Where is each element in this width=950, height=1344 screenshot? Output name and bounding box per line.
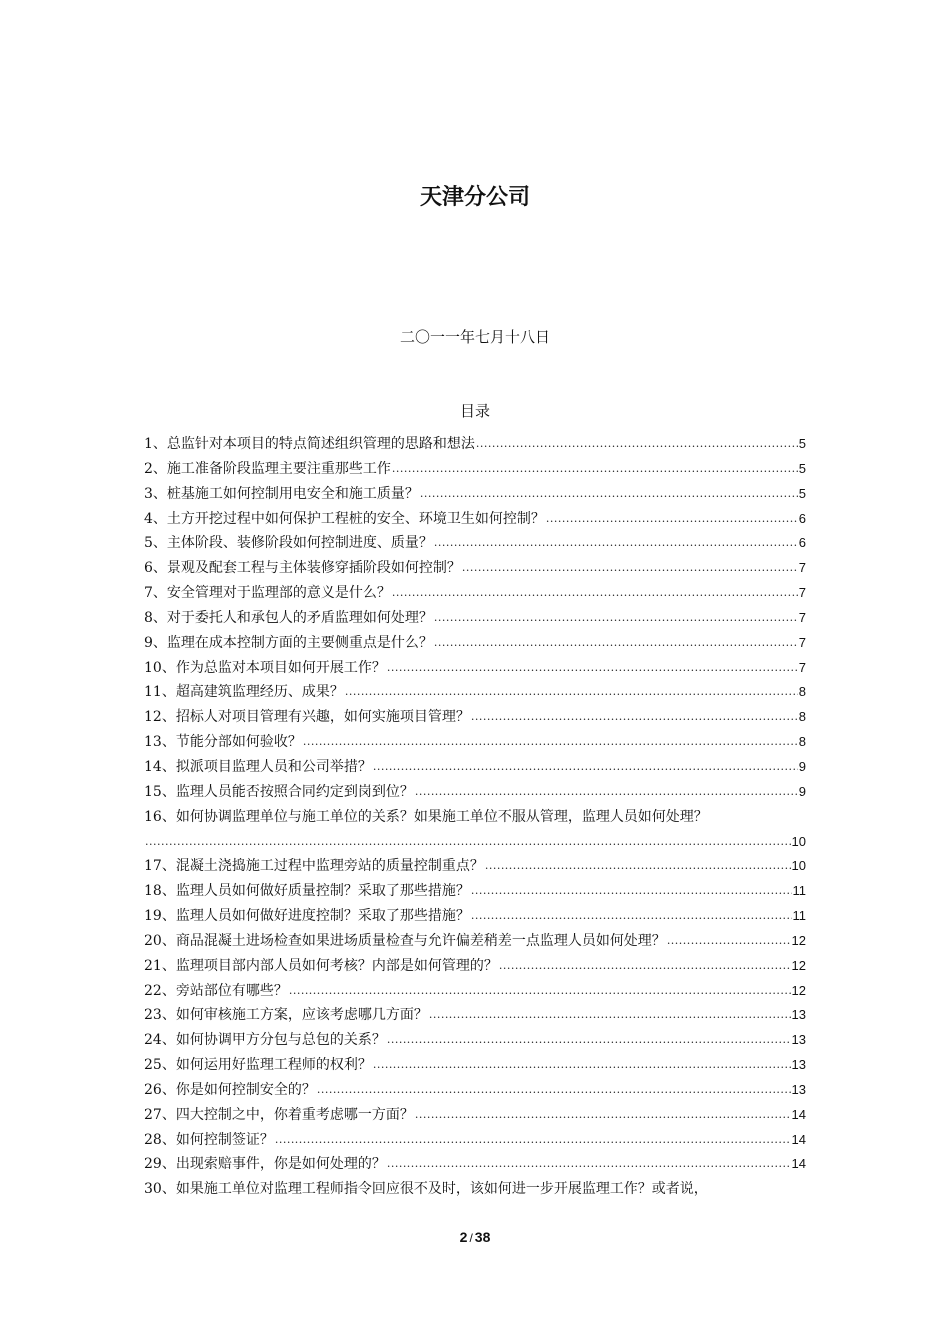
- toc-entry-page: 12: [791, 932, 806, 948]
- toc-leader-dots: [275, 1128, 791, 1153]
- toc-leader-dots: [387, 656, 798, 681]
- toc-entry[interactable]: [144, 979, 806, 1004]
- toc-leader-dots: [303, 730, 798, 755]
- toc-entry-text: 30、如果施工单位对监理工程师指令回应很不及时，该如何进一步开展监理工作？或者说，: [144, 1181, 708, 1198]
- toc-entry[interactable]: [144, 606, 806, 631]
- toc-entry-text: 1、总监针对本项目的特点简述组织管理的思路和想法: [144, 436, 475, 452]
- toc-leader-dots: [289, 979, 791, 1004]
- toc-entry-text: 25、如何运用好监理工程师的权利？: [144, 1057, 372, 1074]
- toc-entry-page: 13: [791, 1081, 806, 1097]
- toc-entry-text: 24、如何协调甲方分包与总包的关系？: [144, 1032, 386, 1049]
- toc-leader-dots: [387, 1028, 791, 1053]
- toc-entry-text: 26、你是如何控制安全的？: [144, 1081, 316, 1098]
- toc-entry[interactable]: [144, 780, 806, 805]
- toc-entry-text: 8、对于委托人和承包人的矛盾监理如何处理？: [144, 609, 433, 626]
- toc-entry-page: 12: [791, 957, 806, 973]
- toc-entry-text: 22、旁站部位有哪些？: [144, 982, 288, 999]
- toc-leader-dots: [471, 904, 792, 929]
- toc-entry-text: 21、监理项目部内部人员如何考核？内部是如何管理的？: [144, 957, 498, 974]
- toc-entry-text: 4、土方开挖过程中如何保护工程桩的安全、环境卫生如何控制？: [144, 510, 545, 527]
- toc-leader-dots: [434, 606, 798, 631]
- toc-entry[interactable]: [144, 1053, 806, 1078]
- toc-entry-text: 7、安全管理对于监理部的意义是什么？: [144, 585, 391, 602]
- toc-entry[interactable]: [144, 879, 806, 904]
- toc-entry-page: 7: [798, 634, 806, 650]
- toc-entry[interactable]: [144, 581, 806, 606]
- company-title: 天津分公司: [419, 185, 530, 210]
- document-date: 二〇一一年七月十八日: [399, 328, 550, 346]
- toc-entry[interactable]: [144, 1078, 806, 1103]
- toc-entry-page: 10: [791, 833, 806, 849]
- toc-leader-dots: [415, 1103, 791, 1128]
- toc-leader-dots: [145, 830, 791, 855]
- toc-entry[interactable]: [144, 1128, 806, 1153]
- toc-entry-page: 5: [798, 460, 806, 476]
- toc-entry-page: 8: [798, 734, 806, 750]
- toc-leader-dots: [499, 954, 791, 979]
- toc-leader-dots: [415, 780, 798, 805]
- toc-leader-dots: [434, 531, 798, 556]
- toc-entry[interactable]: [144, 656, 806, 681]
- toc-heading: 目录: [459, 402, 490, 420]
- toc-entry-text: 6、景观及配套工程与主体装修穿插阶段如何控制？: [144, 560, 461, 577]
- toc-entry[interactable]: [144, 854, 806, 879]
- toc-entry[interactable]: [144, 631, 806, 656]
- toc-entry[interactable]: [144, 805, 806, 830]
- toc-leader-dots: [462, 556, 798, 581]
- toc-entry-continuation[interactable]: [144, 830, 806, 855]
- toc-leader-dots: [471, 705, 798, 730]
- toc-leader-dots: [373, 755, 798, 780]
- toc-entry-text: 11、超高建筑监理经历、成果？: [144, 684, 344, 701]
- toc-entry[interactable]: [144, 1028, 806, 1053]
- toc-entry[interactable]: [144, 904, 806, 929]
- toc-entry-page: 9: [798, 758, 806, 774]
- toc-leader-dots: [471, 879, 792, 904]
- toc-entry-text: 20、商品混凝土进场检查如果进场质量检查与允许偏差稍差一点监理人员如何处理？: [144, 932, 666, 949]
- toc-leader-dots: [434, 631, 798, 656]
- toc-entry[interactable]: [144, 1003, 806, 1028]
- current-page: 2: [459, 1229, 468, 1245]
- toc-leader-dots: [387, 1152, 791, 1177]
- page-number: [0, 1229, 950, 1245]
- toc-leader-dots: [345, 680, 798, 705]
- toc-entry-page: 7: [798, 585, 806, 601]
- table-of-contents: [144, 432, 806, 1202]
- toc-leader-dots: [546, 507, 798, 532]
- toc-entry-page: 7: [798, 659, 806, 675]
- toc-entry[interactable]: [144, 1152, 806, 1177]
- toc-entry-page: 7: [798, 609, 806, 625]
- toc-entry-page: 13: [791, 1032, 806, 1048]
- toc-entry-text: 14、拟派项目监理人员和公司举措？: [144, 758, 372, 775]
- toc-entry[interactable]: [144, 482, 806, 507]
- toc-entry[interactable]: [144, 457, 806, 482]
- toc-entry-page: 14: [791, 1156, 806, 1172]
- toc-entry-page: 6: [798, 510, 806, 526]
- toc-leader-dots: [373, 1053, 791, 1078]
- toc-entry-page: 13: [791, 1057, 806, 1073]
- toc-entry-text: 23、如何审核施工方案，应该考虑哪几方面？: [144, 1007, 428, 1024]
- toc-entry[interactable]: [144, 954, 806, 979]
- toc-entry-text: 9、监理在成本控制方面的主要侧重点是什么？: [144, 634, 433, 651]
- toc-entry[interactable]: [144, 730, 806, 755]
- toc-entry[interactable]: [144, 705, 806, 730]
- toc-leader-dots: [476, 432, 798, 457]
- toc-entry-page: 8: [798, 709, 806, 725]
- toc-entry-page: 6: [798, 535, 806, 551]
- toc-entry[interactable]: [144, 556, 806, 581]
- toc-entry[interactable]: [144, 1103, 806, 1128]
- toc-entry-text: 27、四大控制之中，你着重考虑哪一方面？: [144, 1106, 414, 1123]
- toc-leader-dots: [429, 1003, 791, 1028]
- toc-entry[interactable]: [144, 432, 806, 457]
- toc-entry-text: 10、作为总监对本项目如何开展工作？: [144, 659, 386, 676]
- toc-entry-page: 13: [791, 1007, 806, 1023]
- toc-entry[interactable]: [144, 755, 806, 780]
- toc-entry-text: 19、监理人员如何做好进度控制？采取了那些措施？: [144, 908, 470, 925]
- toc-entry-text: 3、桩基施工如何控制用电安全和施工质量？: [144, 485, 419, 502]
- toc-entry-text: 29、出现索赔事件，你是如何处理的？: [144, 1156, 386, 1173]
- toc-leader-dots: [317, 1078, 791, 1103]
- toc-entry-text: 28、如何控制签证？: [144, 1131, 274, 1148]
- toc-entry[interactable]: [144, 531, 806, 556]
- toc-entry-page: 9: [798, 783, 806, 799]
- toc-leader-dots: [392, 581, 798, 606]
- toc-entry-page: 7: [798, 560, 806, 576]
- toc-leader-dots: [667, 929, 791, 954]
- toc-entry-page: 14: [791, 1106, 806, 1122]
- toc-entry[interactable]: [144, 929, 806, 954]
- toc-entry-text: 17、混凝土浇捣施工过程中监理旁站的质量控制重点？: [144, 858, 484, 875]
- toc-entry-text: 5、主体阶段、装修阶段如何控制进度、质量？: [144, 535, 433, 552]
- toc-entry-text: 15、监理人员能否按照合同约定到岗到位？: [144, 783, 414, 800]
- toc-entry-page: 8: [798, 684, 806, 700]
- toc-entry-page: 5: [798, 436, 806, 451]
- toc-entry-page: 14: [791, 1131, 806, 1147]
- page-separator: /: [469, 1231, 473, 1245]
- toc-leader-dots: [420, 482, 798, 507]
- toc-entry-text: 18、监理人员如何做好质量控制？采取了那些措施？: [144, 883, 470, 900]
- toc-leader-dots: [485, 854, 791, 879]
- toc-leader-dots: [392, 457, 798, 482]
- toc-entry[interactable]: [144, 1177, 806, 1202]
- toc-entry-text: 2、施工准备阶段监理主要注重那些工作: [144, 460, 391, 477]
- toc-entry-page: 10: [791, 858, 806, 874]
- toc-entry-page: 11: [792, 883, 806, 899]
- toc-entry-page: 12: [791, 982, 806, 998]
- toc-entry-text: 13、节能分部如何验收？: [144, 734, 302, 751]
- total-pages: 38: [474, 1229, 491, 1245]
- toc-entry-text: 12、招标人对项目管理有兴趣，如何实施项目管理？: [144, 709, 470, 726]
- toc-entry[interactable]: [144, 680, 806, 705]
- toc-entry[interactable]: [144, 507, 806, 532]
- toc-entry-text: 16、如何协调监理单位与施工单位的关系？如果施工单位不服从管理，监理人员如何处理？: [144, 808, 708, 825]
- toc-entry-page: 5: [798, 485, 806, 501]
- toc-entry-page: 11: [792, 908, 806, 924]
